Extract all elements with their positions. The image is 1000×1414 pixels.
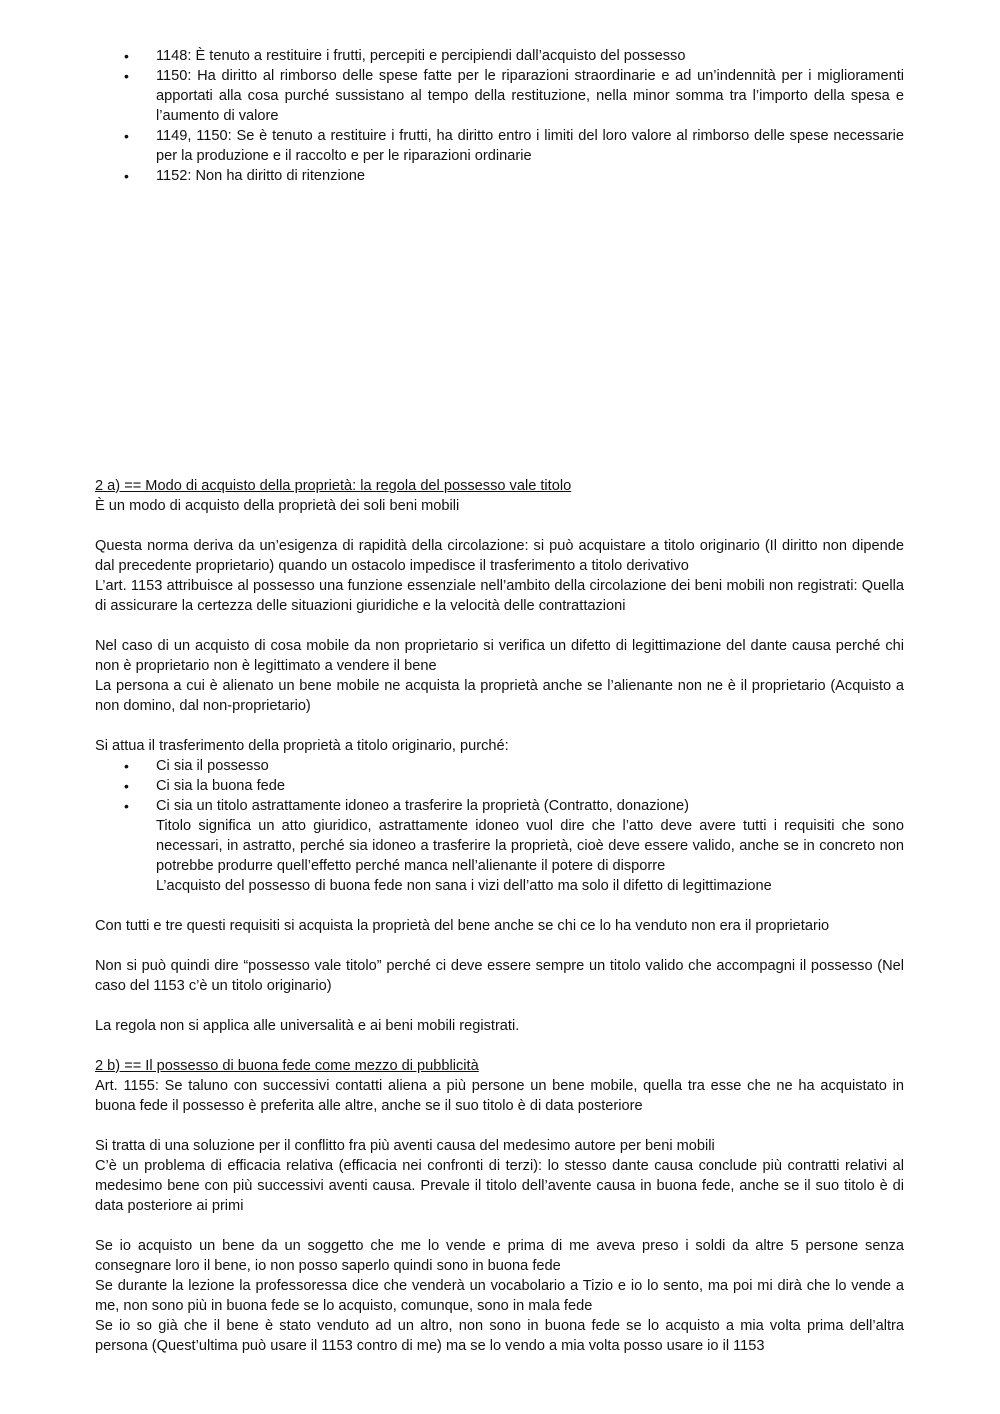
list-item: • 1149, 1150: Se è tenuto a restituire i frutti, ha diritto entro i limiti del loro valore al rimborso delle spese necessarie per la produzione e il raccolto e per le riparazioni ordinarie: [95, 126, 904, 166]
sub-paragraph-arrow: Titolo significa un atto giuridico, astrattamente idoneo vuol dire che l’atto deve avere tutti i requisiti che sono necessari, in astratto, perché sia idoneo a trasferire la proprietà, cioè deve essere valido, anche se in concreto non potrebbe produrre quell’effetto perché manca nell’alienante il potere di disporre: [156, 818, 904, 874]
paragraph: Non si può quindi dire “possesso vale titolo” perché ci deve essere sempre un titolo valido che accompagni il possesso (Nel caso del 1153 c’è un titolo originario): [95, 958, 904, 994]
document-page: [95, 46, 904, 1356]
blank-space: [95, 186, 904, 476]
list-item: • Ci sia la buona fede: [95, 776, 904, 796]
section-b-heading: 2 b) == Il possesso di buona fede come mezzo di pubblicità: [95, 1058, 479, 1074]
paragraph: Si tratta di una soluzione per il conflitto fra più aventi causa del medesimo autore per beni mobili: [95, 1138, 715, 1154]
list-item: • 1150: Ha diritto al rimborso delle spese fatte per le riparazioni straordinarie e ad un’indennità per i miglioramenti apportati alla cosa purché sussistano al tempo della restituzione, nella minor somma tra l’importo della spesa e l’aumento di valore: [95, 66, 904, 126]
list-item: • Ci sia il possesso: [95, 756, 904, 776]
paragraph: Se io so già che il bene è stato venduto ad un altro, non sono in buona fede se lo acquisto a mia volta prima dell’altra persona (Quest’ultima può usare il 1153 contro di me) ma se lo vendo a mia volta posso usare io il 1153: [95, 1318, 904, 1354]
paragraph: L’art. 1153 attribuisce al possesso una funzione essenziale nell’ambito della circolazione dei beni mobili non registrati: Quella di assicurare la certezza delle situazioni giuridiche e la velocità delle contrattazioni: [95, 578, 904, 614]
paragraph: La regola non si applica alle universalità e ai beni mobili registrati.: [95, 1018, 520, 1034]
paragraph: Se io acquisto un bene da un soggetto che me lo vende e prima di me aveva preso i soldi da altre 5 persone senza consegnare loro il bene, io non posso saperlo quindi sono in buona fede: [95, 1238, 904, 1274]
bullet-list-articles: [95, 46, 904, 186]
paragraph: Nel caso di un acquisto di cosa mobile da non proprietario si verifica un difetto di legittimazione del dante causa perché chi non è proprietario non è legittimato a vendere il bene: [95, 638, 904, 674]
bullet-list-requirements: [95, 756, 904, 816]
paragraph-arrow: La persona a cui è alienato un bene mobile ne acquista la proprietà anche se l’alienante non ne è il proprietario (Acquisto a non domino, dal non-proprietario): [95, 678, 904, 714]
paragraph: È un modo di acquisto della proprietà dei soli beni mobili: [95, 498, 460, 514]
paragraph: C’è un problema di efficacia relativa (efficacia nei confronti di terzi): lo stesso dante causa conclude più contratti relativi al medesimo bene con più successivi aventi causa. Prevale il titolo dell’avente causa in buona fede, anche se il suo titolo è di data posteriore ai primi: [95, 1158, 904, 1214]
paragraph: Se durante la lezione la professoressa dice che venderà un vocabolario a Tizio e io lo sento, ma poi mi dirà che lo vende a me, non sono più in buona fede se lo acquisto, comunque, sono in mala fede: [95, 1278, 904, 1314]
sub-paragraph: L’acquisto del possesso di buona fede non sana i vizi dell’atto ma solo il difetto di legittimazione: [156, 878, 772, 894]
paragraph: Questa norma deriva da un’esigenza di rapidità della circolazione: si può acquistare a titolo originario (Il diritto non dipende dal precedente proprietario) quando un ostacolo impedisce il trasferimento a titolo derivativo: [95, 538, 904, 574]
paragraph: Con tutti e tre questi requisiti si acquista la proprietà del bene anche se chi ce lo ha venduto non era il proprietario: [95, 918, 830, 934]
list-item: • 1148: È tenuto a restituire i frutti, percepiti e percipiendi dall’acquisto del possesso: [95, 46, 904, 66]
list-item: • 1152: Non ha diritto di ritenzione: [95, 166, 904, 186]
section-a-heading: 2 a) == Modo di acquisto della proprietà: la regola del possesso vale titolo: [95, 478, 572, 494]
list-item: • Ci sia un titolo astrattamente idoneo a trasferire la proprietà (Contratto, donazione): [95, 796, 904, 816]
paragraph: Art. 1155: Se taluno con successivi contatti aliena a più persone un bene mobile, quella tra esse che ne ha acquistato in buona fede il possesso è preferita alle altre, anche se il suo titolo è di data posteriore: [95, 1078, 904, 1114]
paragraph: Si attua il trasferimento della proprietà a titolo originario, purché:: [95, 738, 509, 754]
